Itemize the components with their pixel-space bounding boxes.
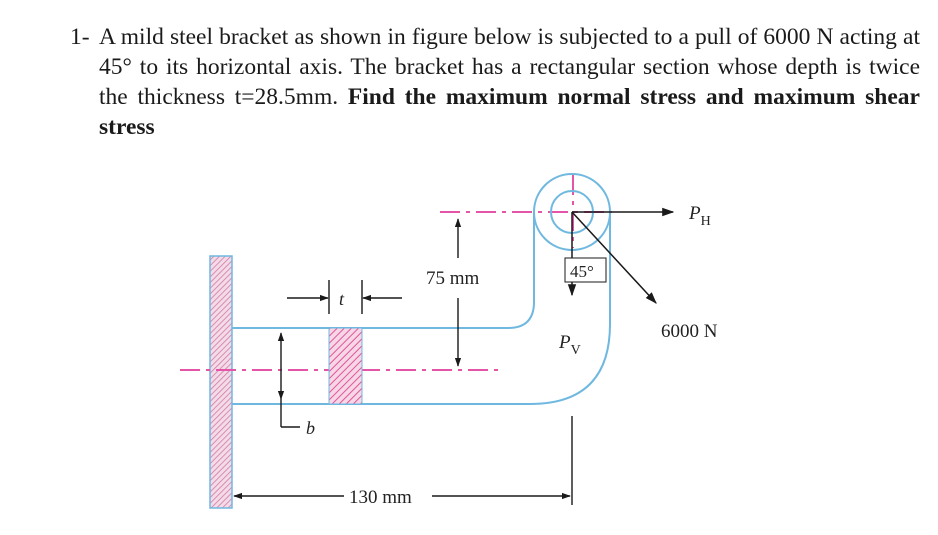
label-pv: $P_V$ <box>559 332 581 358</box>
label-130mm: 130 mm <box>349 487 412 508</box>
centerlines <box>180 175 612 370</box>
problem-text: A mild steel bracket as shown in figure below is subjected to a pull of 6000 N acting at 45° to its horizontal axis. The bracket has a rectangular section whose depth is twice the thickness t=28.5mm. <box>99 24 920 110</box>
label-t: t <box>339 289 345 309</box>
wall <box>210 256 232 508</box>
label-angle: 45° <box>570 262 594 281</box>
label-b: b <box>306 418 315 438</box>
problem-number: 1- <box>70 24 90 50</box>
label-force: 6000 N <box>661 321 718 342</box>
label-75mm: 75 mm <box>426 268 480 289</box>
section-hatch <box>329 328 362 404</box>
label-ph: $P_H$ <box>689 203 711 229</box>
dimension-b <box>281 333 300 427</box>
problem-question: Find the maximum normal stress and maximum shear stress <box>99 84 920 140</box>
dimension-t <box>287 280 402 314</box>
